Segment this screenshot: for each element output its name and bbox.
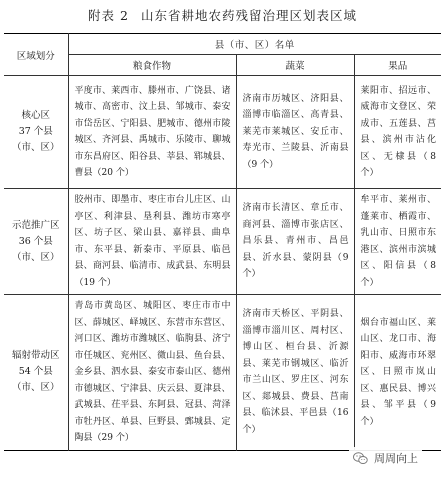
zone-unit: （市、区）	[11, 382, 60, 394]
zone-name: 示范推广区	[11, 219, 60, 231]
fruit-counties: 牟平市、莱州市、蓬莱市、栖霞市、乳山市、日照市东港区、滨州市滨城区、阳信县（8 个）	[354, 189, 441, 295]
fruit-column-header: 果品	[354, 55, 441, 76]
table-row	[4, 189, 441, 295]
caption-title: 山东省耕地农药残留治理区划表区域	[140, 8, 357, 23]
zoning-table	[4, 33, 441, 451]
zone-count: 37 个县	[18, 126, 53, 137]
county-list-header: 县（市、区）名单	[68, 34, 441, 55]
grain-counties: 青岛市黄岛区、城阳区、枣庄市市中区、薛城区、峄城区、东营市东营区、河口区、潍坊市潍城区、临朐县、济宁市任城区、兖州区、微山县、鱼台县、金乡县、泗水县、泰安市泰山区、德州市德城区、宁津县、庆云县、夏津县、武城县、茌平县、东阿县、冠县、菏泽市牡丹区、单县、巨野县、鄄城县、定陶县（29 个）	[68, 295, 236, 451]
zone-name: 核心区	[21, 110, 50, 121]
fruit-counties: 莱阳市、招远市、威海市文登区、荣成市、五莲县、莒县、滨州市沾化区、无棣县（8 个）	[354, 76, 441, 189]
zone-cell	[4, 76, 68, 189]
zone-name: 辐射带动区	[11, 350, 60, 362]
wechat-icon	[353, 452, 368, 465]
watermark-text: 周周向上	[374, 452, 418, 465]
watermark	[349, 447, 422, 469]
zone-unit: （市、区）	[11, 251, 60, 263]
grain-counties: 胶州市、即墨市、枣庄市台儿庄区、山亭区、利津县、垦利县、潍坊市寒亭区、坊子区、梁山县、嘉祥县、曲阜市、东平县、新泰市、平原县、临邑县、商河县、临清市、成武县、东明县（19 个）	[68, 189, 236, 295]
vegetable-counties: 济南市天桥区、平阴县、淄博市淄川区、周村区、博山区、桓台县、沂源县、莱芜市钢城区、临沂市兰山区、罗庄区、河东区、郯城县、费县、莒南县、临沭县、平邑县（16 个）	[236, 295, 354, 451]
table-caption	[0, 6, 445, 24]
zone-column-header: 区域划分	[4, 34, 68, 76]
caption-lead: 附表 2	[88, 8, 129, 23]
zone-count: 36 个县	[18, 235, 53, 247]
fruit-counties: 烟台市福山区、莱山区、龙口市、海阳市、威海市环翠区、日照市岚山区、惠民县、博兴县、邹平县（9 个）	[354, 295, 441, 451]
zone-unit: （市、区）	[11, 142, 60, 153]
vegetable-counties: 济南市历城区、济阳县、淄博市临淄区、高青县、莱芜市莱城区、安丘市、寿光市、兰陵县、沂南县（9 个）	[236, 76, 354, 189]
table-subheader-row	[4, 55, 441, 76]
zone-cell	[4, 295, 68, 451]
zone-cell	[4, 189, 68, 295]
grain-counties: 平度市、莱西市、滕州市、广饶县、诸城市、高密市、汶上县、邹城市、泰安市岱岳区、宁阳县、肥城市、德州市陵城区、齐河县、禹城市、乐陵市、聊城市东昌府区、阳谷县、莘县、郓城县、曹县（20 个）	[68, 76, 236, 189]
table-row	[4, 295, 441, 451]
zone-count: 54 个县	[18, 366, 53, 378]
table-row	[4, 76, 441, 189]
vegetable-counties: 济南市长清区、章丘市、商河县、淄博市张店区、昌乐县、青州市、昌邑县、沂水县、蒙阴县（9 个）	[236, 189, 354, 295]
vegetable-column-header: 蔬菜	[236, 55, 354, 76]
table-header-row	[4, 34, 441, 55]
grain-column-header: 粮食作物	[68, 55, 236, 76]
